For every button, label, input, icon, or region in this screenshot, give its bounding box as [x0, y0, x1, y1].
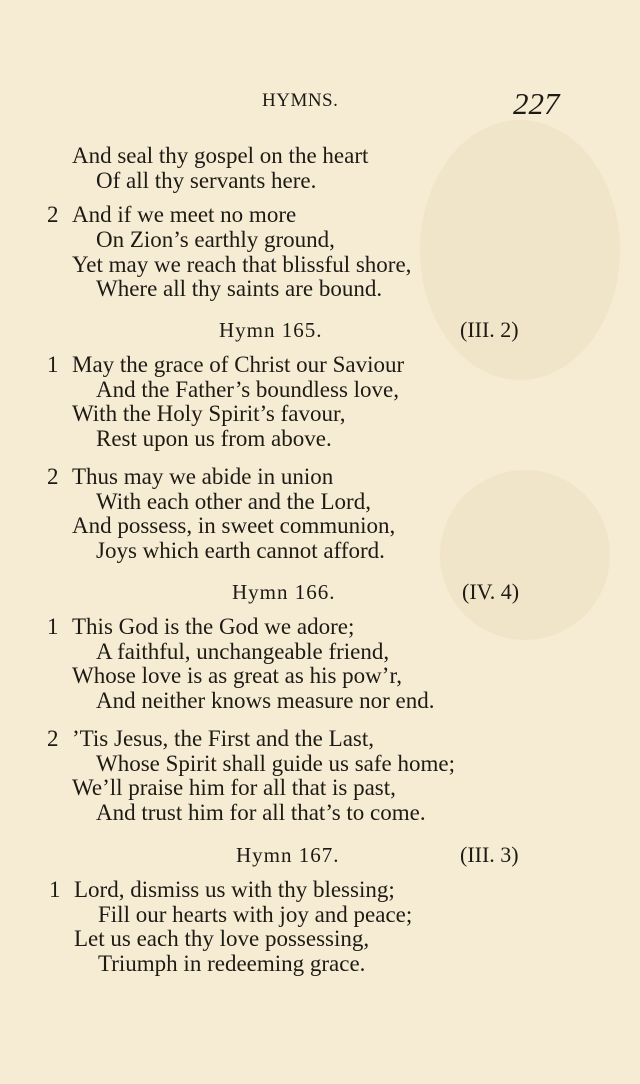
verse-line: Fill our hearts with joy and peace;: [98, 902, 413, 927]
verse-line: Whose love is as great as his pow’r,: [72, 663, 402, 688]
verse-line: Whose Spirit shall guide us safe home;: [96, 751, 455, 776]
paper-stain: [420, 120, 620, 380]
verse-line: And the Father’s boundless love,: [96, 377, 400, 402]
verse-line: May the grace of Christ our Saviour: [72, 352, 405, 377]
verse-number: 1: [47, 352, 59, 377]
verse-number: 2: [47, 726, 59, 751]
hymn-title: Hymn 167.: [236, 843, 340, 867]
verse-line: And possess, in sweet communion,: [72, 513, 396, 538]
verse-line: And seal thy gospel on the heart: [72, 143, 369, 168]
verse-line: Lord, dismiss us with thy blessing;: [74, 877, 395, 902]
verse-line: And trust him for all that’s to come.: [96, 800, 426, 825]
verse-line: We’ll praise him for all that is past,: [72, 775, 396, 800]
verse-line: Thus may we abide in union: [72, 464, 334, 489]
verse-line: With the Holy Spirit’s favour,: [72, 401, 346, 426]
verse-line: And neither knows measure nor end.: [96, 688, 435, 713]
page-number: 227: [513, 86, 560, 121]
verse-number: 1: [49, 877, 61, 902]
verse-line: Yet may we reach that blissful shore,: [72, 252, 412, 277]
paper-stain: [440, 470, 610, 640]
hymn-title: Hymn 165.: [219, 318, 323, 342]
running-header: HYMNS.: [262, 90, 339, 111]
verse-line: Joys which earth cannot afford.: [96, 538, 385, 563]
verse-line: And if we meet no more: [72, 202, 297, 227]
verse-line: A faithful, unchangeable friend,: [96, 639, 390, 664]
hymn-meter: (IV. 4): [462, 579, 520, 604]
verse-line: This God is the God we adore;: [72, 614, 355, 639]
verse-line: On Zion’s earthly ground,: [96, 227, 335, 252]
verse-number: 2: [47, 464, 59, 489]
verse-line: With each other and the Lord,: [96, 489, 371, 514]
verse-number: 2: [47, 202, 59, 227]
verse-line: Triumph in redeeming grace.: [98, 951, 366, 976]
hymn-meter: (III. 3): [460, 842, 519, 867]
verse-line: Let us each thy love possessing,: [74, 926, 370, 951]
verse-line: Rest upon us from above.: [96, 426, 332, 451]
verse-line: Where all thy saints are bound.: [96, 276, 383, 301]
hymn-title: Hymn 166.: [232, 580, 336, 604]
verse-number: 1: [47, 614, 59, 639]
verse-line: Of all thy servants here.: [96, 168, 317, 193]
verse-line: ’Tis Jesus, the First and the Last,: [72, 726, 374, 751]
hymn-meter: (III. 2): [460, 317, 519, 342]
